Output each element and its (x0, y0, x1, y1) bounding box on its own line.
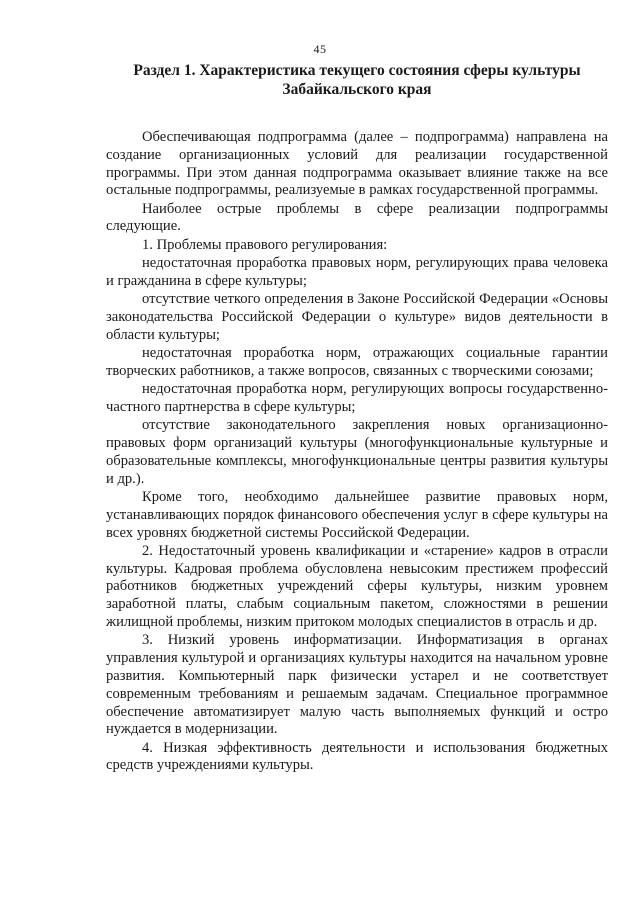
paragraph: 3. Низкий уровень информатизации. Информатизация в органах управления культурой и организациях культуры находится на начальном уровне развития. Компьютерный парк физически устарел и не соответствует современным требованиям и решаемым задачам. Специальное программное обеспечение автоматизирует малую часть выполняемых функций и остро нуждается в модернизации. (106, 632, 608, 738)
paragraph: Наиболее острые проблемы в сфере реализации подпрограммы следующие. (106, 200, 608, 235)
paragraph: 4. Низкая эффективность деятельности и использования бюджетных средств учреждениями культуры. (106, 739, 608, 774)
paragraph: 1. Проблемы правового регулирования: (142, 236, 388, 253)
paragraph: отсутствие законодательного закрепления новых организационно-правовых форм организаций культуры (многофункциональные культурные и образовательные комплексы, многофункциональные центры развития культуры и др.). (106, 417, 608, 487)
page-number: 45 (313, 42, 327, 56)
paragraph: Обеспечивающая подпрограмма (далее – подпрограмма) направлена на создание организационных условий для реализации государственной программы. При этом данная подпрограмма оказывает влияние также на все остальные подпрограммы, реализуемые в рамках государственной программы. (106, 129, 608, 199)
section-title-line-1: Раздел 1. Характеристика текущего состояния сферы культуры (133, 62, 581, 79)
paragraph: Кроме того, необходимо дальнейшее развитие правовых норм, устанавливающих порядок финансового обеспечения услуг в сфере культуры на всех уровнях бюджетной системы Российской Федерации. (106, 488, 608, 541)
paragraph: недостаточная проработка норм, регулирующих вопросы государственно-частного партнерства в сфере культуры; (106, 381, 608, 415)
paragraph: недостаточная проработка правовых норм, регулирующих права человека и гражданина в сфере культуры; (106, 255, 608, 289)
paragraph: отсутствие четкого определения в Законе Российской Федерации «Основы законодательства Российской Федерации о культуре» видов деятельности в области культуры; (106, 291, 608, 343)
section-title (106, 61, 608, 99)
section-title-line-2: Забайкальского края (282, 81, 432, 98)
document-body (106, 129, 608, 775)
paragraph: недостаточная проработка норм, отражающих социальные гарантии творческих работников, а также вопросов, связанных с творческими союзами; (106, 345, 608, 379)
paragraph: 2. Недостаточный уровень квалификации и «старение» кадров в отрасли культуры. Кадровая проблема обусловлена невысоким престижем профессий работников бюджетных учреждений сферы культуры, низким уровнем заработной платы, слабым социальным пакетом, сложностями в решении жилищной проблемы, низким притоком молодых специалистов в отрасль и др. (106, 542, 608, 631)
